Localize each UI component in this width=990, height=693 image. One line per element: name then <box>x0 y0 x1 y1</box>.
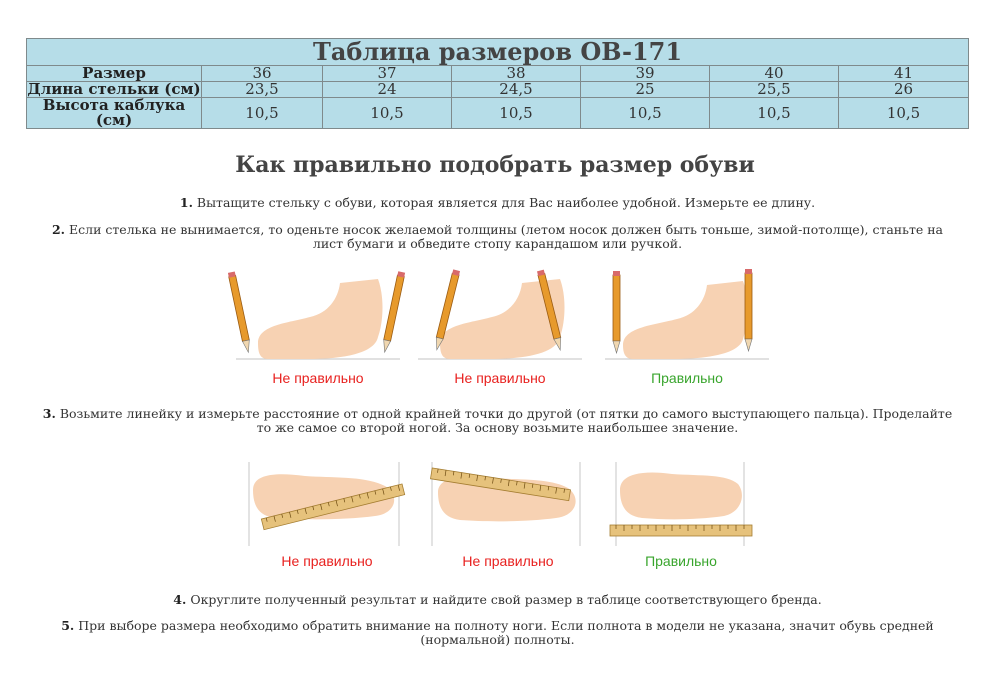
figure-caption: Не правильно <box>281 553 373 569</box>
table-cell: 40 <box>710 66 839 82</box>
figure-caption: Правильно <box>651 370 723 386</box>
table-cell: 25 <box>581 82 710 98</box>
ruler-panel-2 <box>428 460 593 569</box>
step-1 <box>40 196 955 210</box>
size-table-title: Таблица размеров OB-171 <box>27 39 969 66</box>
foot-with-tilted-pencils-icon <box>228 265 408 365</box>
ruler-panel-3 <box>606 460 756 569</box>
table-cell: 38 <box>452 66 581 82</box>
row-label: Размер <box>27 66 202 82</box>
table-cell: 10,5 <box>452 98 581 129</box>
step-number: 1. <box>179 195 193 210</box>
foot-with-tilted-pencils-icon <box>410 265 590 365</box>
table-cell: 36 <box>202 66 323 82</box>
step-number: 3. <box>42 406 56 421</box>
foot-with-angled-ruler-icon <box>245 460 410 550</box>
size-table <box>26 38 969 129</box>
foot-with-straight-ruler-icon <box>606 460 756 550</box>
step-text: При выборе размера необходимо обратить внимание на полноту ноги. Если полнота в модели не указана, значит обувь средней (нормальной) полноты. <box>78 618 934 647</box>
ruler-illustrations <box>0 460 990 575</box>
outline-panel-2 <box>410 265 590 386</box>
page-title: Как правильно подобрать размер обуви <box>235 152 755 178</box>
figure-caption: Правильно <box>645 553 717 569</box>
step-3 <box>40 407 955 435</box>
step-number: 2. <box>51 222 66 237</box>
table-cell: 39 <box>581 66 710 82</box>
table-cell: 24,5 <box>452 82 581 98</box>
figure-caption: Не правильно <box>272 370 364 386</box>
step-2 <box>40 223 955 251</box>
ruler-panel-1 <box>245 460 410 569</box>
table-row <box>27 98 969 129</box>
table-cell: 10,5 <box>202 98 323 129</box>
outline-panel-1 <box>228 265 408 386</box>
step-text: Округлите полученный результат и найдите свой размер в таблице соответствующего бренда. <box>190 592 822 607</box>
table-cell: 10,5 <box>839 98 969 129</box>
table-cell: 26 <box>839 82 969 98</box>
step-5 <box>40 619 955 647</box>
table-cell: 23,5 <box>202 82 323 98</box>
foot-with-angled-ruler-icon <box>428 460 593 550</box>
figure-caption: Не правильно <box>454 370 546 386</box>
table-cell: 10,5 <box>710 98 839 129</box>
row-label: Высота каблука (см) <box>27 98 202 129</box>
table-cell: 25,5 <box>710 82 839 98</box>
step-text: Возьмите линейку и измерьте расстояние от одной крайней точки до другой (от пятки до самого выступающего пальца). Проделайте то же самое со второй ногой. За основу возьмите наибольшее значение. <box>59 406 953 435</box>
step-text: Если стелька не вынимается, то оденьте носок желаемой толщины (летом носок должен быть тоньше, зимой-потолще), станьте на лист бумаги и обведите стопу карандашом или ручкой. <box>69 222 944 251</box>
step-number: 4. <box>173 592 187 607</box>
row-label: Длина стельки (см) <box>27 80 201 98</box>
outline-panel-3 <box>597 265 777 386</box>
figure-caption: Не правильно <box>462 553 554 569</box>
table-cell: 10,5 <box>323 98 452 129</box>
step-number: 5. <box>61 618 75 633</box>
step-4 <box>40 593 955 607</box>
step-text: Вытащите стельку с обуви, которая является для Вас наиболее удобной. Измерьте ее длину. <box>196 195 816 210</box>
table-cell: 24 <box>323 82 452 98</box>
table-cell: 41 <box>839 66 969 82</box>
outline-illustrations <box>0 265 990 395</box>
table-cell: 37 <box>323 66 452 82</box>
table-cell: 10,5 <box>581 98 710 129</box>
foot-with-vertical-pencils-icon <box>597 265 777 365</box>
